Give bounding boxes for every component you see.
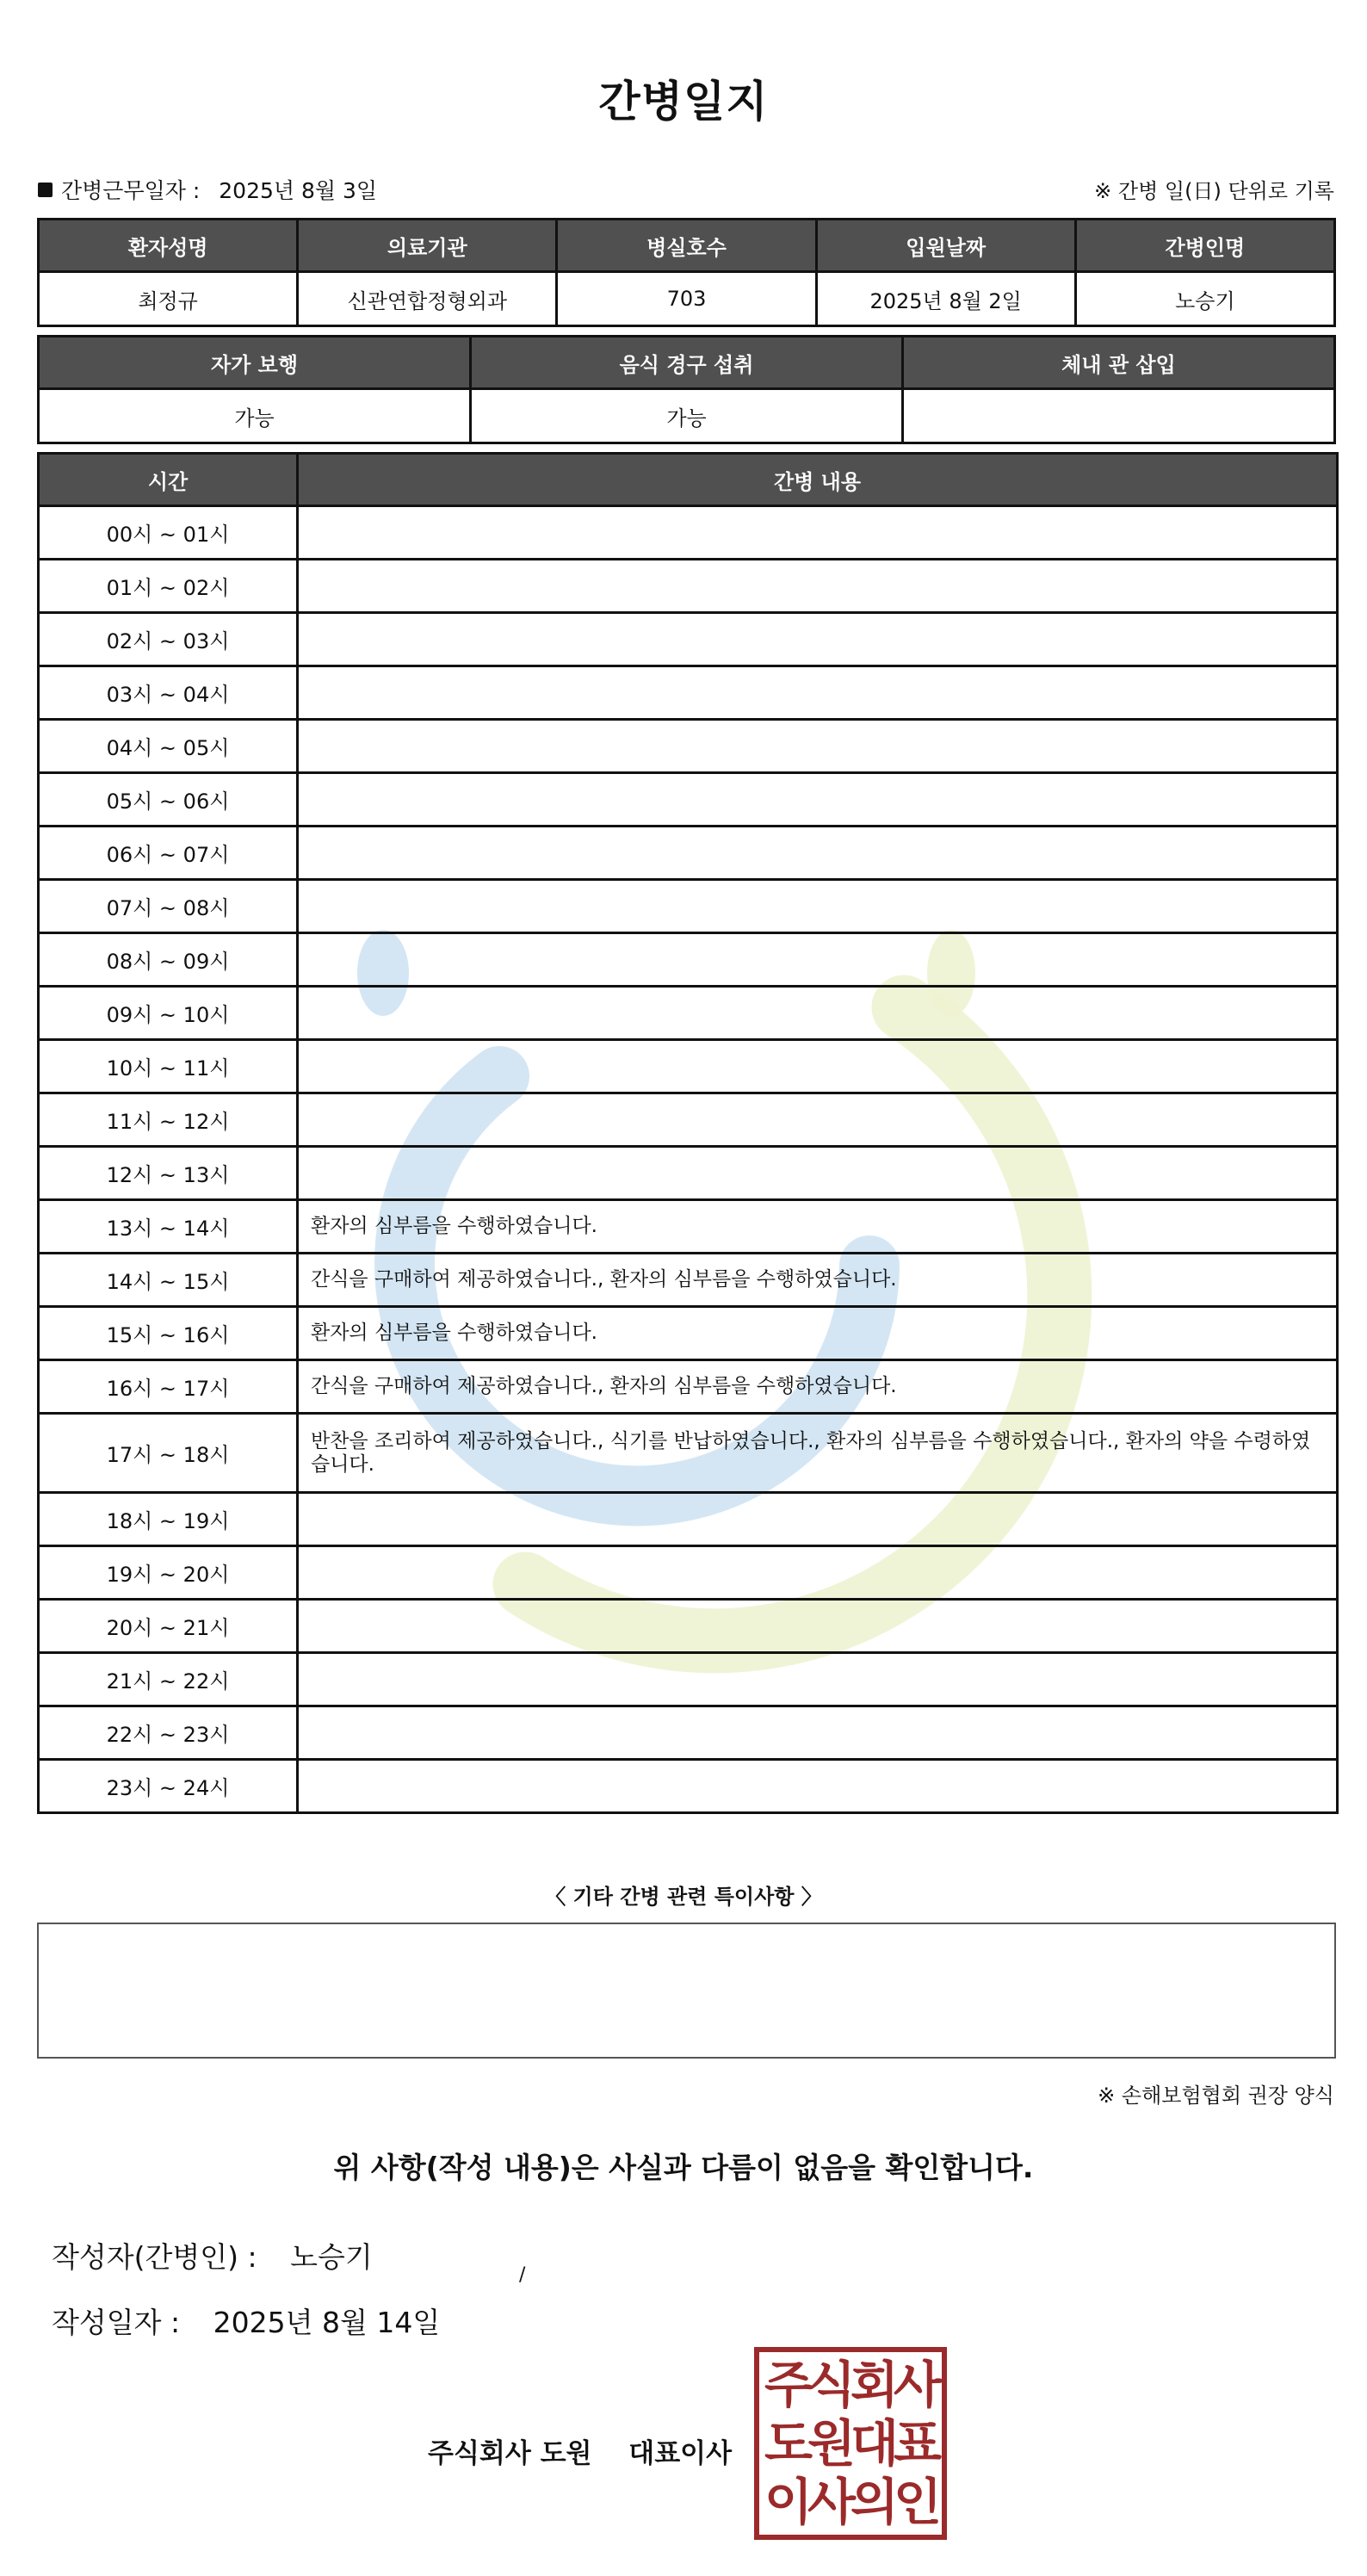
- work-date-label: 간병근무일자 :: [61, 178, 201, 203]
- log-content: [298, 666, 1338, 720]
- log-content: 환자의 심부름을 수행하였습니다.: [298, 1307, 1338, 1360]
- log-row: [39, 1653, 1338, 1706]
- log-time: 09시 ~ 10시: [39, 987, 298, 1040]
- log-time: 17시 ~ 18시: [39, 1414, 298, 1493]
- header-hospital: 의료기관: [298, 220, 557, 272]
- log-time: 00시 ~ 01시: [39, 506, 298, 560]
- tube-insertion-value: [903, 389, 1335, 443]
- log-time: 08시 ~ 09시: [39, 933, 298, 987]
- log-time: 05시 ~ 06시: [39, 773, 298, 827]
- patient-name: 최정규: [39, 272, 298, 326]
- log-row: [39, 933, 1338, 987]
- log-row: [39, 880, 1338, 933]
- log-time: 10시 ~ 11시: [39, 1040, 298, 1093]
- log-row: [39, 1546, 1338, 1600]
- header-caregiver-name: 간병인명: [1075, 220, 1334, 272]
- log-content: [298, 613, 1338, 666]
- log-content: 간식을 구매하여 제공하였습니다., 환자의 심부름을 수행하였습니다.: [298, 1254, 1338, 1307]
- patient-info-table: [37, 218, 1336, 327]
- header-self-walking: 자가 보행: [39, 337, 471, 389]
- log-time: 18시 ~ 19시: [39, 1493, 298, 1546]
- log-row: [39, 773, 1338, 827]
- log-row: [39, 1706, 1338, 1760]
- log-row: [39, 1360, 1338, 1414]
- log-row: [39, 987, 1338, 1040]
- header-time: 시간: [39, 454, 298, 506]
- log-content: 반찬을 조리하여 제공하였습니다., 식기를 반납하였습니다., 환자의 심부름을 수행하였습니다., 환자의 약을 수령하였습니다.: [298, 1414, 1338, 1493]
- log-content: [298, 880, 1338, 933]
- log-content: [298, 1546, 1338, 1600]
- log-row: [39, 1600, 1338, 1653]
- log-content: [298, 773, 1338, 827]
- oral-intake-value: 가능: [471, 389, 903, 443]
- header-patient-name: 환자성명: [39, 220, 298, 272]
- log-content: [298, 1653, 1338, 1706]
- self-walking-value: 가능: [39, 389, 471, 443]
- header-tube-insertion: 체내 관 삽입: [903, 337, 1335, 389]
- log-row: [39, 1760, 1338, 1813]
- writer-label: 작성자(간병인) :: [52, 2240, 257, 2274]
- log-time: 16시 ~ 17시: [39, 1360, 298, 1414]
- log-content: [298, 1600, 1338, 1653]
- log-time: 19시 ~ 20시: [39, 1546, 298, 1600]
- slash-mark: /: [519, 2264, 526, 2286]
- log-content: 간식을 구매하여 제공하였습니다., 환자의 심부름을 수행하였습니다.: [298, 1360, 1338, 1414]
- recommend-note: ※ 손해보험협회 권장 양식: [1098, 2084, 1334, 2108]
- company-role: 대표이사: [628, 2438, 733, 2469]
- document-title: 간병일지: [598, 77, 769, 127]
- log-content: [298, 1147, 1338, 1200]
- log-content: [298, 1706, 1338, 1760]
- log-time: 01시 ~ 02시: [39, 560, 298, 613]
- log-time: 12시 ~ 13시: [39, 1147, 298, 1200]
- square-bullet-icon: [38, 183, 53, 197]
- condition-value-row: [39, 389, 1335, 443]
- written-date: [52, 2300, 440, 2341]
- special-notes-title: 〈 기타 간병 관련 특이사항 〉: [545, 1885, 822, 1909]
- log-content: [298, 933, 1338, 987]
- log-row: [39, 1040, 1338, 1093]
- log-content: 환자의 심부름을 수행하였습니다.: [298, 1200, 1338, 1254]
- log-rows: [39, 506, 1338, 1813]
- log-row: [39, 720, 1338, 773]
- log-row: [39, 1254, 1338, 1307]
- log-row: [39, 827, 1338, 880]
- log-header-row: [39, 454, 1338, 506]
- log-time: 11시 ~ 12시: [39, 1093, 298, 1147]
- hourly-log-table: [37, 452, 1339, 1814]
- log-time: 15시 ~ 16시: [39, 1307, 298, 1360]
- patient-info-value-row: [39, 272, 1335, 326]
- caregiver-name: 노승기: [1075, 272, 1334, 326]
- log-time: 06시 ~ 07시: [39, 827, 298, 880]
- log-content: [298, 1493, 1338, 1546]
- writer: [52, 2235, 373, 2276]
- log-row: [39, 506, 1338, 560]
- log-time: 23시 ~ 24시: [39, 1760, 298, 1813]
- header-oral-intake: 음식 경구 섭취: [471, 337, 903, 389]
- room-number: 703: [557, 272, 816, 326]
- seal-line: 도원대표: [764, 2414, 937, 2473]
- log-time: 03시 ~ 04시: [39, 666, 298, 720]
- log-content: [298, 1093, 1338, 1147]
- header-care-content: 간병 내용: [298, 454, 1338, 506]
- log-content: [298, 987, 1338, 1040]
- written-date-value: 2025년 8월 14일: [213, 2306, 441, 2339]
- log-row: [39, 560, 1338, 613]
- log-row: [39, 666, 1338, 720]
- log-time: 13시 ~ 14시: [39, 1200, 298, 1254]
- log-time: 02시 ~ 03시: [39, 613, 298, 666]
- log-row: [39, 1493, 1338, 1546]
- log-time: 22시 ~ 23시: [39, 1706, 298, 1760]
- work-date-value: 2025년 8월 3일: [219, 178, 378, 203]
- unit-note: ※ 간병 일(日) 단위로 기록: [1094, 179, 1334, 203]
- condition-table: [37, 335, 1336, 444]
- log-time: 07시 ~ 08시: [39, 880, 298, 933]
- log-time: 21시 ~ 22시: [39, 1653, 298, 1706]
- log-content: [298, 827, 1338, 880]
- writer-value: 노승기: [290, 2240, 373, 2274]
- seal-line: 주식회사: [764, 2356, 937, 2414]
- header-room-number: 병실호수: [557, 220, 816, 272]
- log-time: 14시 ~ 15시: [39, 1254, 298, 1307]
- company-signature: [428, 2431, 732, 2470]
- log-content: [298, 1760, 1338, 1813]
- admission-date: 2025년 8월 2일: [816, 272, 1075, 326]
- patient-info-header-row: [39, 220, 1335, 272]
- log-row: [39, 1093, 1338, 1147]
- written-date-label: 작성일자 :: [52, 2306, 181, 2339]
- log-row: [39, 1147, 1338, 1200]
- log-time: 04시 ~ 05시: [39, 720, 298, 773]
- condition-header-row: [39, 337, 1335, 389]
- company-name: 주식회사 도원: [428, 2438, 592, 2469]
- log-time: 20시 ~ 21시: [39, 1600, 298, 1653]
- header-admission-date: 입원날짜: [816, 220, 1075, 272]
- log-row: [39, 613, 1338, 666]
- work-date: [38, 174, 377, 205]
- log-row: [39, 1307, 1338, 1360]
- company-seal-stamp: [754, 2347, 947, 2540]
- special-notes-box: [37, 1923, 1336, 2059]
- hospital-name: 신관연합정형외과: [298, 272, 557, 326]
- log-content: [298, 560, 1338, 613]
- confirmation-text: 위 사항(작성 내용)은 사실과 다름이 없음을 확인합니다.: [333, 2151, 1034, 2184]
- seal-line: 이사의인: [764, 2473, 937, 2531]
- log-content: [298, 1040, 1338, 1093]
- log-content: [298, 506, 1338, 560]
- log-row: [39, 1414, 1338, 1493]
- log-row: [39, 1200, 1338, 1254]
- log-content: [298, 720, 1338, 773]
